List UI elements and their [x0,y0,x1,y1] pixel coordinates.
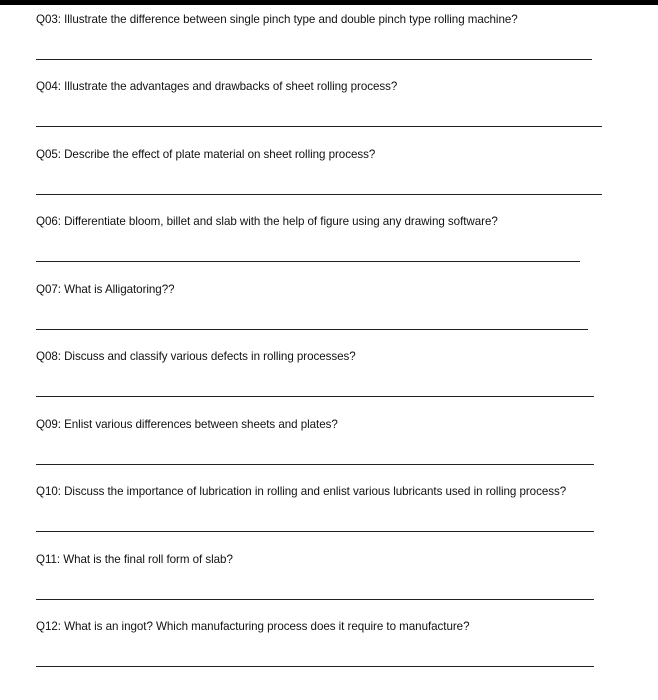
question-q06: Q06: Differentiate bloom, billet and slab with the help of figure using any drawing software? [36,215,498,228]
answer-line-q08 [36,396,594,397]
answer-line-q06 [36,261,580,262]
answer-line-q10 [36,531,594,532]
question-q03: Q03: Illustrate the difference between single pinch type and double pinch type rolling machine? [36,13,518,26]
answer-line-q12 [36,666,594,667]
question-q05: Q05: Describe the effect of plate material on sheet rolling process? [36,148,376,161]
answer-line-q09 [36,464,594,465]
question-q08: Q08: Discuss and classify various defects in rolling processes? [36,350,356,363]
answer-line-q05 [36,194,602,195]
question-q12: Q12: What is an ingot? Which manufacturing process does it require to manufacture? [36,620,470,633]
question-q04: Q04: Illustrate the advantages and drawbacks of sheet rolling process? [36,80,398,93]
question-q09: Q09: Enlist various differences between sheets and plates? [36,418,338,431]
answer-line-q03 [36,59,592,60]
question-q07: Q07: What is Alligatoring?? [36,283,175,296]
question-q11: Q11: What is the final roll form of slab? [36,553,233,566]
question-q10: Q10: Discuss the importance of lubrication in rolling and enlist various lubricants used in rolling process? [36,485,567,498]
answer-line-q11 [36,599,594,600]
answer-line-q04 [36,126,602,127]
answer-line-q07 [36,329,588,330]
